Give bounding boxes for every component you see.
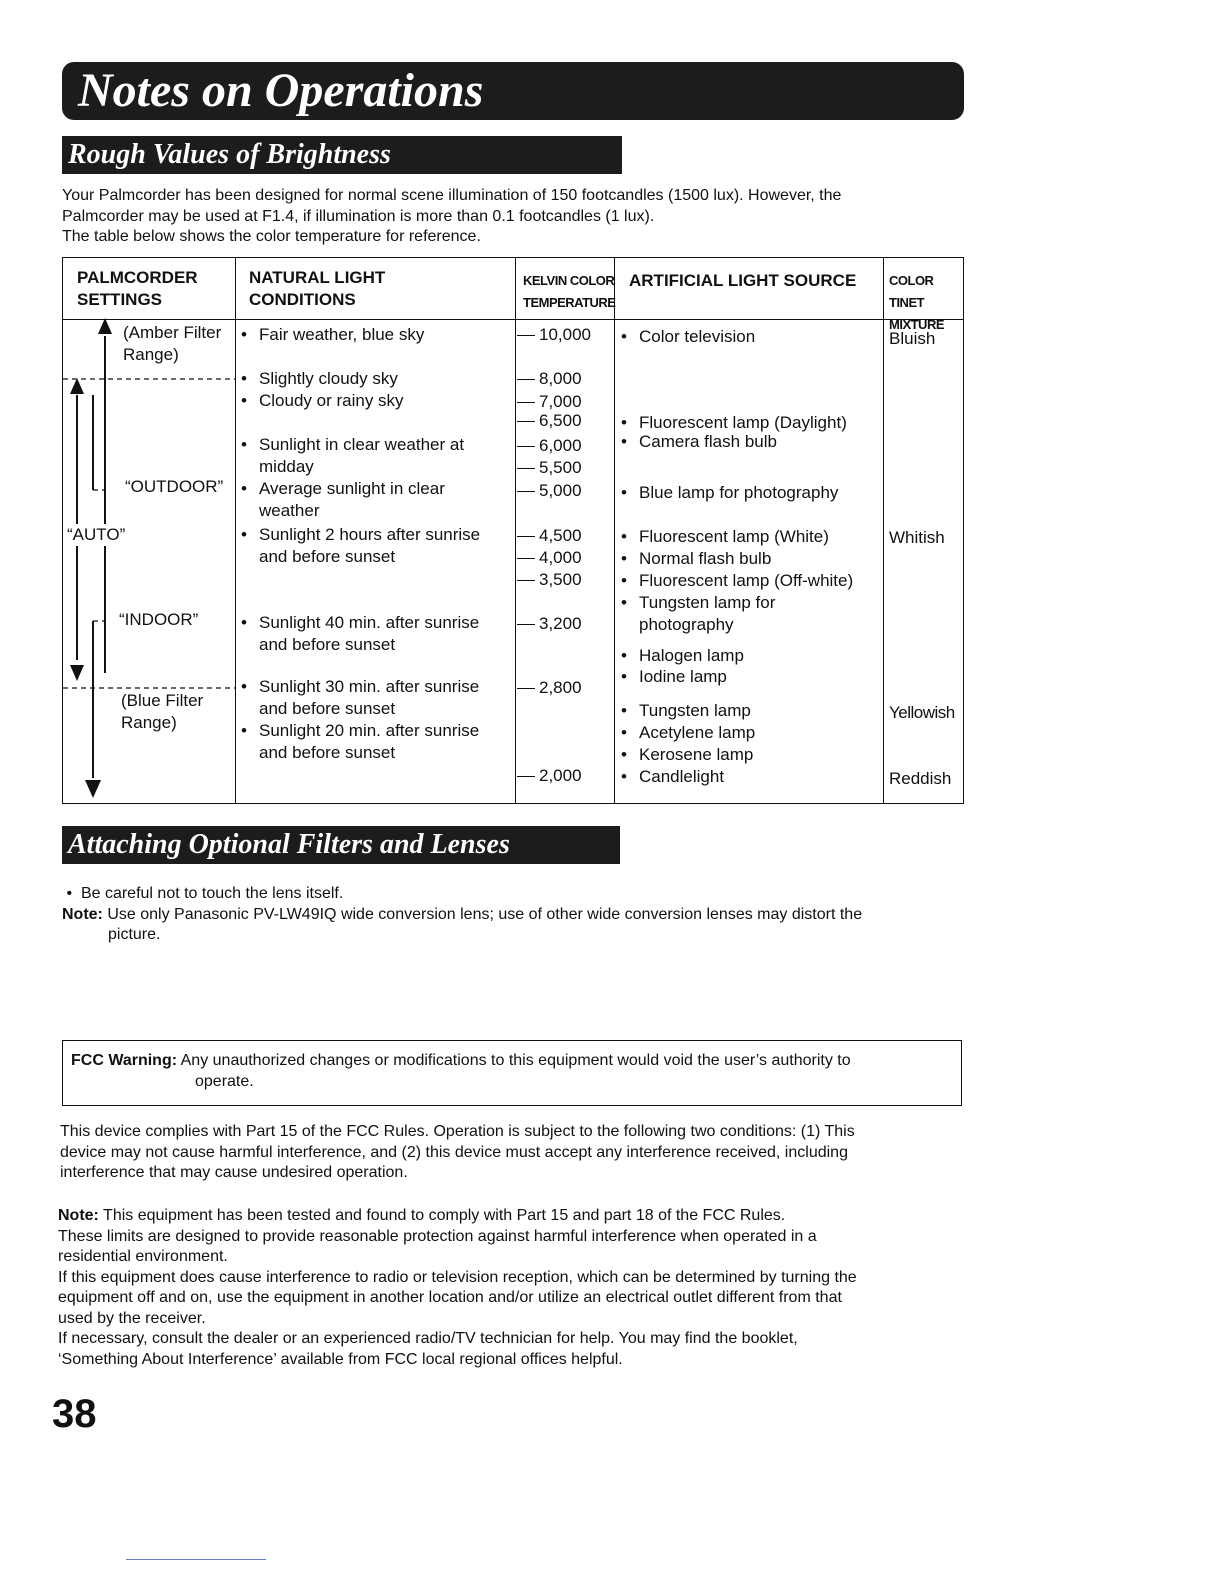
arrow-down-icon [85,780,101,798]
natural-item: • Cloudy or rainy sky [241,390,404,412]
setting-blue: (Blue Filter Range) [121,691,204,732]
page-number: 38 [52,1392,97,1436]
title-banner [62,62,964,120]
artificial-item: • Blue lamp for photography [621,482,838,504]
intro-line: Palmcorder may be used at F1.4, if illumination is more than 0.1 footcandles (1 lux). [62,207,655,225]
setting-outdoor: “OUTDOOR” [125,477,224,496]
setting-auto: “AUTO” [67,525,126,544]
header-artificial: ARTIFICIAL LIGHT SOURCE [629,271,857,290]
natural-item: • Fair weather, blue sky [241,324,424,346]
artificial-item: • Fluorescent lamp (Off-white) [621,570,853,592]
kelvin-value: 5,500 [519,457,582,479]
fcc-warning-box [62,1040,962,1106]
fcc-warning-text: FCC Warning: Any unauthorized changes or modifications to this equipment would void the user’s authority to operate. [71,1052,851,1090]
artificial-item: • Halogen lamp [621,645,744,667]
filters-note: Note: Use only Panasonic PV-LW49IQ wide conversion lens; use of other wide conversion lenses may distort the [62,905,863,923]
intro-line: The table below shows the color temperature for reference. [62,228,481,245]
natural-item: • Average sunlight in clear weather [241,478,445,522]
artificial-item: • Tungsten lamp [621,700,751,722]
artificial-item: • Fluorescent lamp (White) [621,526,829,548]
intro-text [62,186,841,248]
natural-item: • Sunlight 40 min. after sunrise and before sunset [241,612,479,656]
fcc-note-text: Note: This equipment has been tested and found to comply with Part 15 and part 18 of the FCC Rules. These limits are designed to provide reasonable protection against harmful interference when operated in a residential environment. If this equipment does cause interference to radio or television reception, which can be determined by turning the equipment off and on, use the equipment in another location and/or utilize an electrical outlet different from that used by the receiver. If necessary, consult the dealer or an experienced radio/TV technician for help. You may find the booklet, ‘Something About Interference’ available from FCC local regional offices helpful. [58,1207,857,1368]
tint-value: Reddish [889,769,952,788]
natural-item: • Sunlight in clear weather at midday [241,434,464,478]
natural-item: • Slightly cloudy sky [241,368,398,390]
kelvin-value: 5,000 [519,480,582,502]
artificial-item: • Color television [621,326,755,348]
tint-value: Whitish [889,528,945,547]
header-tint: COLOR TINET MIXTURE [889,273,944,332]
compliance-text: This device complies with Part 15 of the FCC Rules. Operation is subject to the following two conditions: (1) This device may not cause harmful interference, and (2) this device must accept any interference received, including interference that may cause undesired operation. [60,1123,855,1181]
page-title: Notes on Operations [78,64,484,117]
header-kelvin: KELVIN COLOR TEMPERATURE [523,273,616,310]
arrow-down-icon [70,665,84,681]
note-label: Note: [58,1207,99,1224]
filters-text [62,884,862,946]
section-title-brightness: Rough Values of Brightness [68,139,391,170]
tint-value: Bluish [889,329,936,348]
kelvin-value: 7,000 [519,391,582,413]
header-settings: PALMCORDER SETTINGS [77,268,198,309]
kelvin-value: 6,500 [519,410,582,432]
header-natural-light: NATURAL LIGHT CONDITIONS [249,268,386,309]
kelvin-value: 3,500 [519,569,582,591]
kelvin-value: 4,000 [519,547,582,569]
color-temperature-table [62,257,964,804]
natural-item: • Sunlight 20 min. after sunrise and before sunset [241,720,479,764]
artificial-item: • Camera flash bulb [621,431,777,453]
kelvin-value: 10,000 [519,324,591,346]
artificial-item: • Acetylene lamp [621,722,755,744]
natural-item: • Sunlight 30 min. after sunrise and before sunset [241,676,479,720]
filters-note-cont: picture. [108,926,161,943]
fcc-warning-label: FCC Warning: [71,1052,178,1069]
kelvin-value: 4,500 [519,525,582,547]
kelvin-value: 6,000 [519,435,582,457]
arrow-up-icon [70,378,84,394]
artificial-item: • Normal flash bulb [621,548,771,570]
artificial-item: • Fluorescent lamp (Daylight) [621,412,847,434]
section-heading-filters [62,826,620,864]
kelvin-value: 2,000 [519,765,582,787]
setting-amber: (Amber Filter Range) [123,323,222,364]
natural-item: • Sunlight 2 hours after sunrise and before sunset [241,524,480,568]
artificial-item: • Candlelight [621,766,724,788]
artificial-item: • Iodine lamp [621,666,727,688]
section-title-filters: Attaching Optional Filters and Lenses [68,829,510,860]
section-heading-brightness [62,136,622,174]
arrow-up-icon [98,318,112,334]
artificial-item: • Tungsten lamp for photography [621,592,775,636]
intro-line: Your Palmcorder has been designed for normal scene illumination of 150 footcandles (1500 lux). However, the [62,187,842,204]
setting-indoor: “INDOOR” [119,610,199,629]
filters-bullet: • Be careful not to touch the lens itself. [62,885,344,902]
artificial-item: • Kerosene lamp [621,744,753,766]
tint-value: Yellowish [889,703,955,722]
kelvin-value: 8,000 [519,368,582,390]
footer-rule [126,1559,266,1560]
kelvin-value: 3,200 [519,613,582,635]
kelvin-value: 2,800 [519,677,582,699]
